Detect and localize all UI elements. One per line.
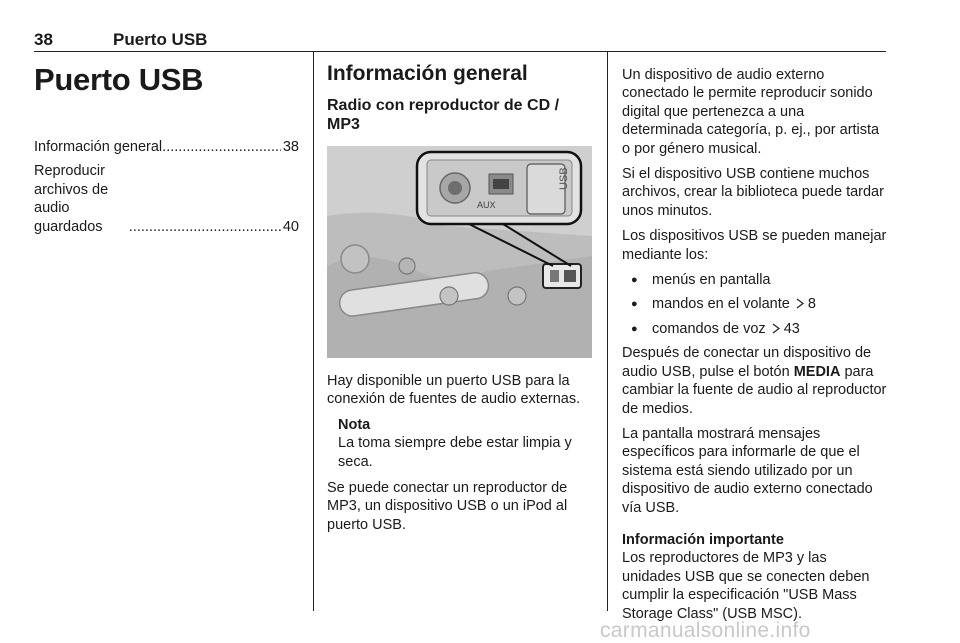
list-item xyxy=(622,295,887,313)
toc-leader-dots xyxy=(129,218,281,236)
note-title: Nota xyxy=(338,416,371,433)
paragraph: Hay disponible un puerto USB para la conexión de fuentes de audio externas. xyxy=(327,373,581,408)
column-right xyxy=(622,66,887,630)
list-item xyxy=(622,271,887,289)
list-item-text: comandos de voz xyxy=(652,320,766,337)
toc-leader-dots xyxy=(162,138,281,156)
toc-entry[interactable] xyxy=(34,138,299,156)
section-heading: Información general xyxy=(327,62,528,85)
chapter-title: Puerto USB xyxy=(34,62,204,97)
toc-entry[interactable] xyxy=(34,162,299,236)
control-methods-list xyxy=(622,271,887,338)
toc-entry-page: 38 xyxy=(282,139,299,155)
page-header xyxy=(34,30,886,52)
paragraph: Se puede conectar un reproductor de MP3, un dispositivo USB o un iPod al puerto USB. xyxy=(327,480,568,533)
subsection-heading: Radio con reproductor de CD / MP3 xyxy=(327,97,560,133)
column-left xyxy=(34,62,299,242)
paragraph: Los dispositivos USB se pueden manejar mediante los: xyxy=(622,228,887,263)
paragraph: La pantalla mostrará mensajes específicos para informarle de que el sistema está siendo utilizado por un dispositivo de audio externo conectado vía USB. xyxy=(622,425,873,516)
page-reference-arrow-icon xyxy=(771,323,781,334)
important-info-title: Información importante xyxy=(622,531,784,548)
page-reference-arrow-icon xyxy=(795,298,805,309)
note-text: La toma siempre debe estar limpia y seca. xyxy=(338,435,572,470)
column-divider-2 xyxy=(607,51,608,611)
aux-label: AUX xyxy=(477,200,496,210)
usb-port-illustration xyxy=(327,146,592,358)
header-rule xyxy=(34,51,886,52)
paragraph-text: para cambiar la fuente de audio al reproductor de medios. xyxy=(622,363,887,417)
media-button-label: MEDIA xyxy=(793,363,841,380)
page-number: 38 xyxy=(34,30,53,49)
toc-entry-text: Reproducir archivos de audio guardados xyxy=(34,163,109,235)
list-item-text: menús en pantalla xyxy=(652,272,771,289)
paragraph-text: Después de conectar un dispositivo de audio USB, pulse el botón xyxy=(622,345,872,380)
column-divider-1 xyxy=(313,51,314,611)
toc-entry-page: 40 xyxy=(282,218,299,235)
note-box xyxy=(338,416,592,471)
list-item xyxy=(622,320,887,338)
paragraph xyxy=(622,344,887,418)
toc-entry-text: Información general xyxy=(34,139,163,155)
page-reference[interactable]: 8 xyxy=(807,296,816,313)
running-title: Puerto USB xyxy=(113,30,208,49)
paragraph: Los reproductores de MP3 y las unidades USB que se conecten deben cumplir la especificación "USB Mass Storage Class" (USB MSC). xyxy=(622,550,870,622)
page-reference[interactable]: 43 xyxy=(783,320,800,337)
column-middle xyxy=(327,62,592,541)
paragraph: Un dispositivo de audio externo conectado le permite reproducir sonido digital que pertenezca a una determinada categoría, p. ej., por artista o por género musical. xyxy=(622,67,880,157)
watermark: carmanualsonline.info xyxy=(600,619,811,642)
list-item-text: mandos en el volante xyxy=(652,296,790,313)
paragraph: Si el dispositivo USB contiene muchos archivos, crear la biblioteca puede tardar unos minutos. xyxy=(622,166,884,219)
usb-label: USB xyxy=(558,167,570,190)
